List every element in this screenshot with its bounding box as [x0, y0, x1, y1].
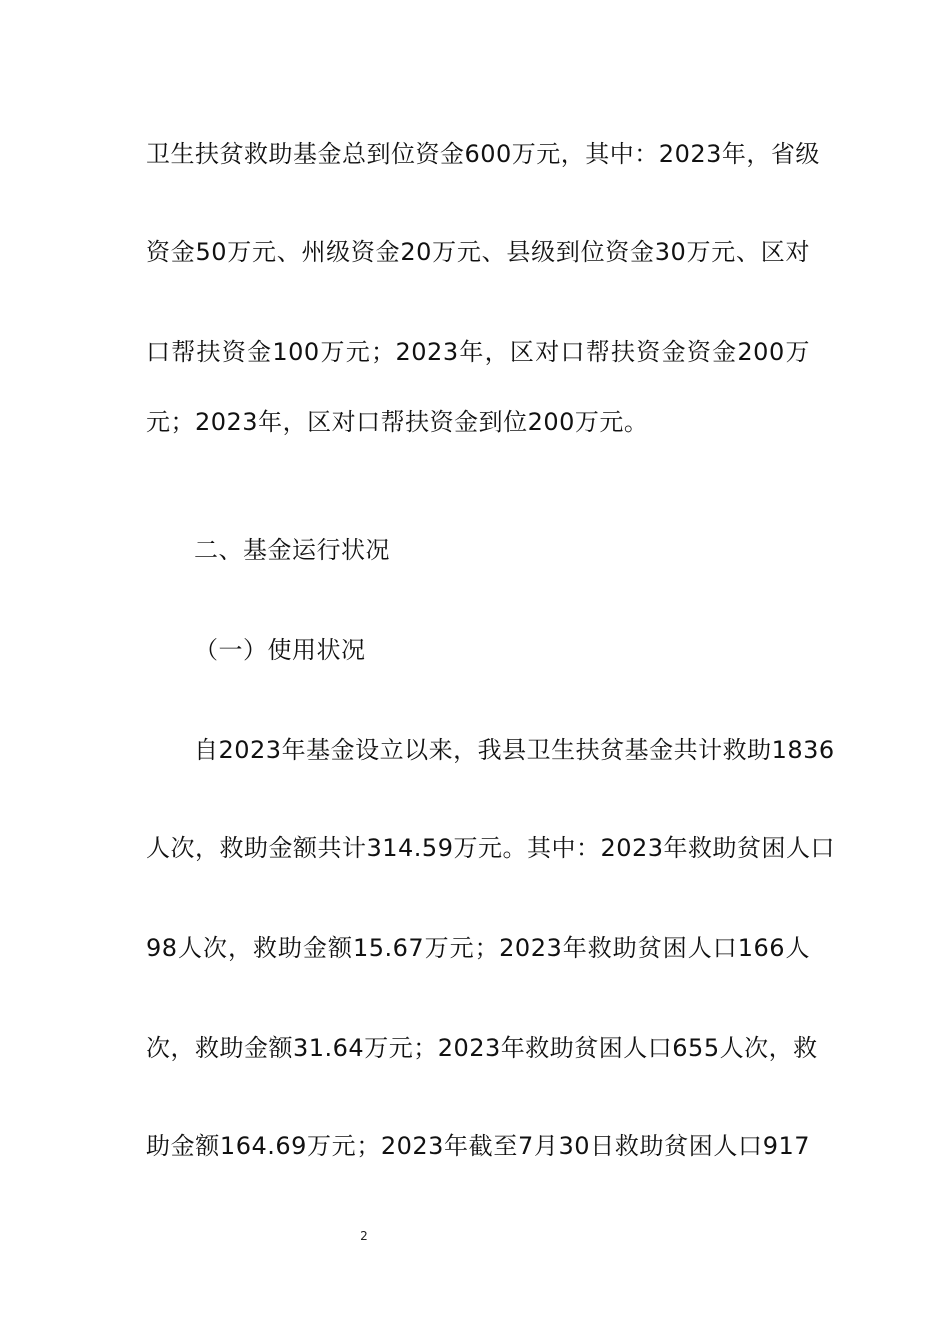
paragraph-line: 口帮扶资金100万元；2023年，区对口帮扶资金资金200万	[146, 338, 810, 366]
paragraph-line: 助金额164.69万元；2023年截至7月30日救助贫困人口917	[146, 1132, 810, 1160]
page-number: 2	[360, 1229, 368, 1243]
paragraph-line: 卫生扶贫救助基金总到位资金600万元，其中：2023年，省级	[146, 140, 820, 168]
paragraph-line: 元；2023年，区对口帮扶资金到位200万元。	[146, 408, 649, 436]
paragraph-line: 资金50万元、州级资金20万元、县级到位资金30万元、区对	[146, 238, 810, 266]
paragraph-line: 人次，救助金额共计314.59万元。其中：2023年救助贫困人口	[146, 834, 836, 862]
paragraph-line: 自2023年基金设立以来，我县卫生扶贫基金共计救助1836	[194, 736, 835, 764]
paragraph-line: 次，救助金额31.64万元；2023年救助贫困人口655人次，救	[146, 1034, 818, 1062]
paragraph-line: 98人次，救助金额15.67万元；2023年救助贫困人口166人	[146, 934, 810, 962]
subsection-heading: （一）使用状况	[194, 636, 366, 664]
section-heading: 二、基金运行状况	[194, 536, 390, 564]
